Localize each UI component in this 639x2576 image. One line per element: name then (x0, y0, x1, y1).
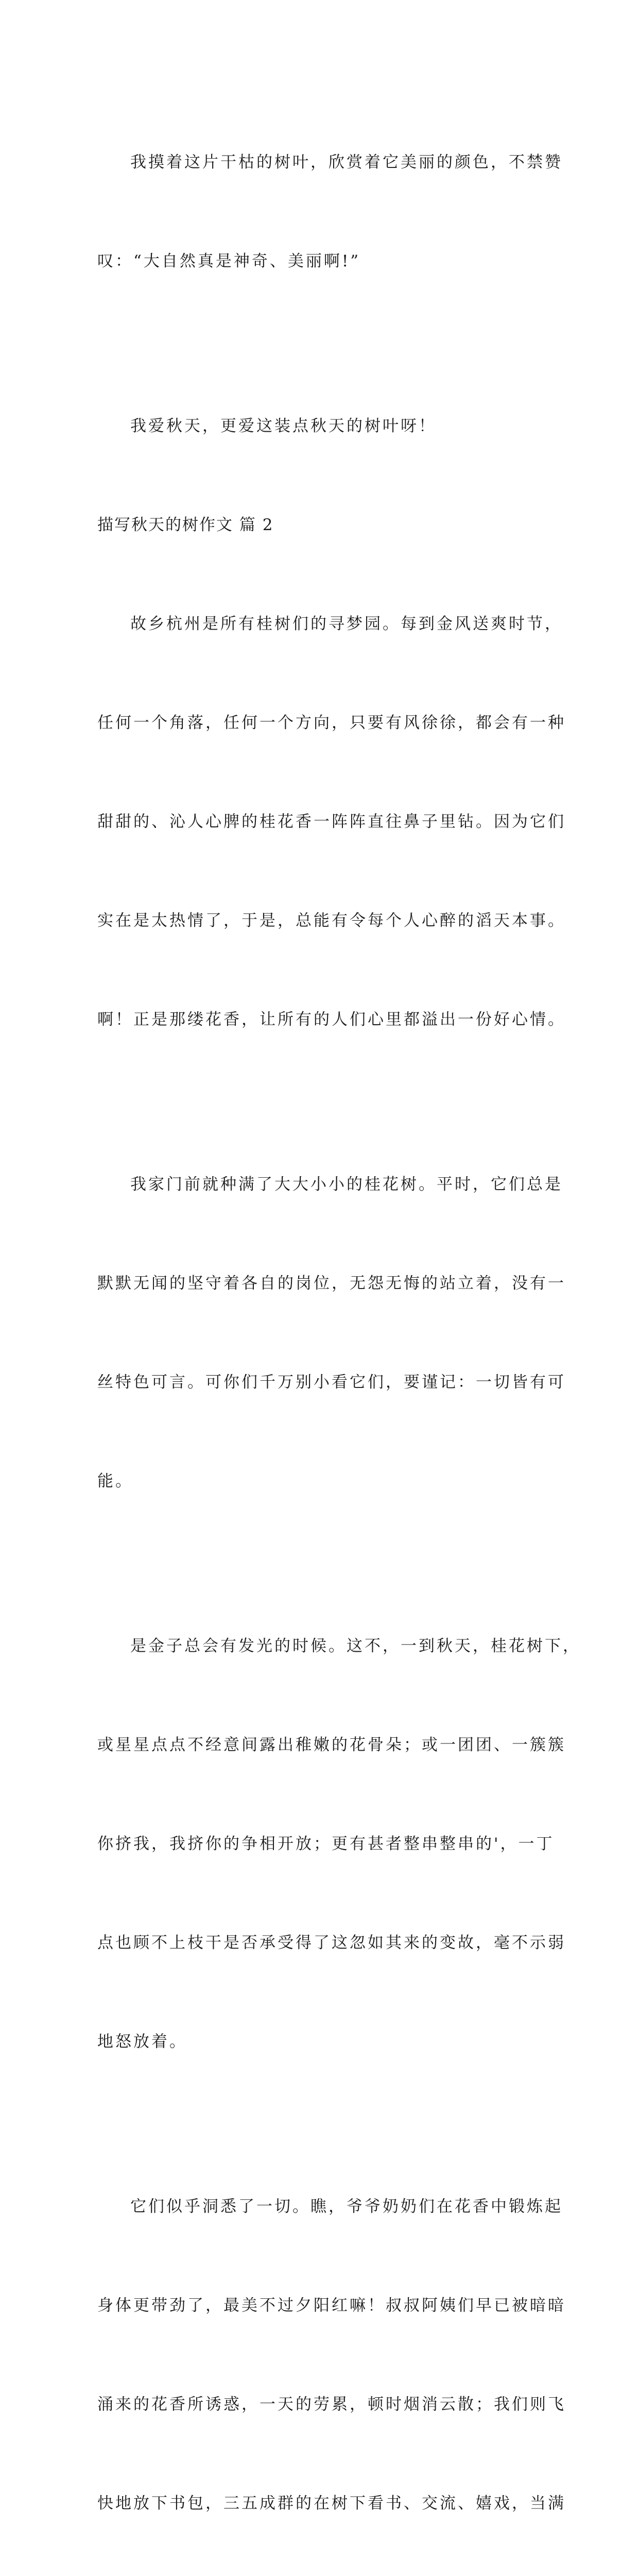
text-line: 它们似乎洞悉了一切。瞧，爷爷奶奶们在花香中锻炼起 (130, 2197, 563, 2216)
text-line: 能。 (97, 1472, 133, 1490)
text-line: 实在是太热情了，于是，总能有令每个人心醉的滔天本事。 (97, 911, 566, 930)
text-line: 你挤我，我挤你的争相开放；更有甚者整串整串的'，一丁 (97, 1835, 555, 1853)
text-line: 丝特色可言。可你们千万别小看它们，要谨记：一切皆有可 (97, 1373, 566, 1392)
text-line: 快地放下书包，三五成群的在树下看书、交流、嬉戏，当满 (97, 2494, 566, 2513)
text-line: 我家门前就种满了大大小小的桂花树。平时，它们总是 (130, 1175, 563, 1194)
text-line: 涌来的花香所诱惑，一天的劳累，顿时烟消云散；我们则飞 (97, 2395, 566, 2414)
document-page (97, 80, 581, 2576)
text-line: 点也顾不上枝干是否承受得了这忽如其来的变故，毫不示弱 (97, 1934, 566, 1952)
text-line: 身体更带劲了，最美不过夕阳红嘛！叔叔阿姨们早已被暗暗 (97, 2296, 566, 2315)
paragraph-6 (97, 2124, 566, 2576)
text-line: 默默无闻的坚守着各自的岗位，无怨无悔的站立着，没有一 (97, 1274, 566, 1293)
paragraph-1 (97, 80, 563, 344)
text-line: 叹：“大自然真是神奇、美丽啊!” (97, 252, 361, 270)
paragraph-4 (97, 1102, 566, 1564)
text-line: 甜甜的、沁人心脾的桂花香一阵阵直往鼻子里钻。因为它们 (97, 812, 566, 831)
text-line: 啊！正是那缕花香，让所有的人们心里都溢出一份好心情。 (97, 1010, 566, 1029)
text-line: 我摸着这片干枯的树叶，欣赏着它美丽的颜色，不禁赞 (130, 153, 563, 172)
text-line: 是金子总会有发光的时候。这不，一到秋天，桂花树下， (130, 1637, 581, 1655)
section-heading: 描写秋天的树作文 篇 2 (97, 516, 274, 534)
text-line: 故乡杭州是所有桂树们的寻梦园。每到金风送爽时节， (130, 615, 563, 633)
paragraph-5 (97, 1564, 581, 2124)
paragraph-2 (97, 344, 545, 509)
text-line: 我爱秋天，更爱这装点秋天的树叶呀！ (130, 417, 437, 435)
text-line: 任何一个角落，任何一个方向，只要有风徐徐，都会有一种 (97, 714, 566, 732)
paragraph-3 (97, 541, 566, 1102)
text-line: 地怒放着。 (97, 2032, 187, 2051)
text-line: 或星星点点不经意间露出稚嫩的花骨朵；或一团团、一簇簇 (97, 1736, 566, 1754)
